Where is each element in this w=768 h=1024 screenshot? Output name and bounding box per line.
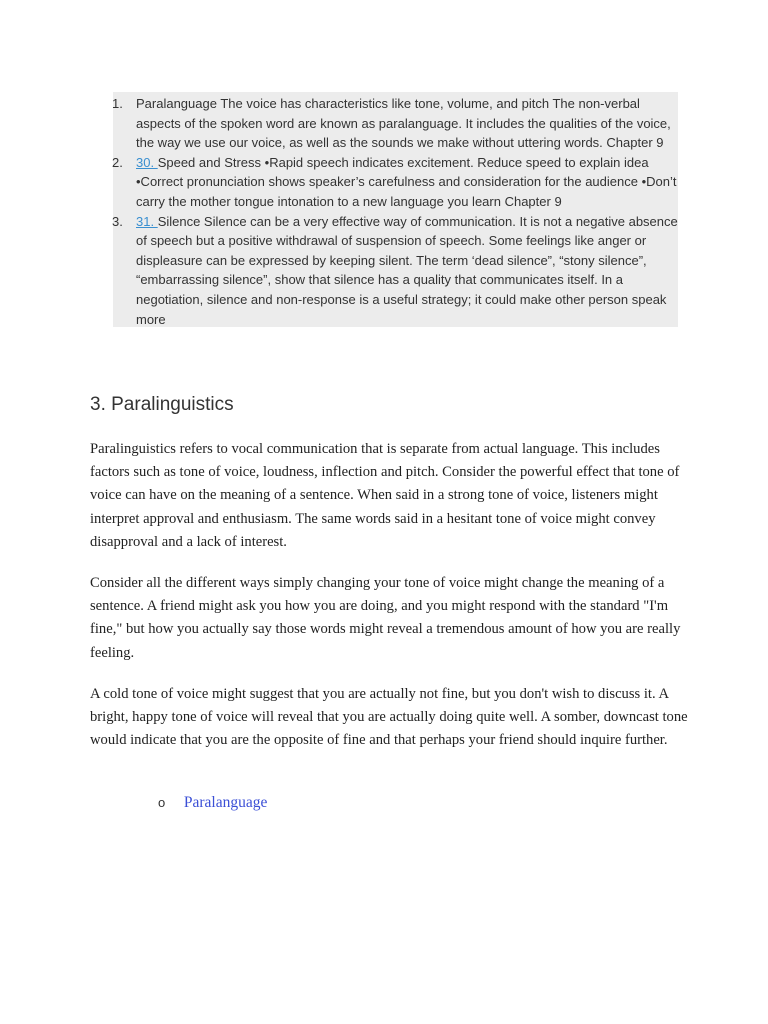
slide-30-link[interactable]: 30.	[136, 154, 158, 170]
paragraph-example: Consider all the different ways simply changing your tone of voice might change the meaning of a sentence. A friend might ask you how you are doing, and you might respond with the standard "I'm fine," but how you actually say those words might reveal a tremendous amount of how you are really feeling.	[90, 575, 681, 661]
list-item-number: 1.	[112, 96, 123, 111]
paralanguage-link[interactable]: Paralanguage	[183, 794, 268, 811]
list-item	[108, 94, 680, 153]
slide-31-link[interactable]: 31.	[136, 213, 158, 229]
list-item	[108, 153, 680, 212]
list-item	[108, 212, 680, 330]
bullet-marker: o	[158, 795, 166, 810]
sub-list-item	[158, 791, 267, 815]
paragraph-intro: Paralinguistics refers to vocal communication that is separate from actual language. This includes factors such as tone of voice, loudness, inflection and pitch. Consider the powerful effect that tone of voice can have on the meaning of a sentence. When said in a strong tone of voice, listeners might interpret approval and enthusiasm. The same words said in a hesitant tone of voice might convey disapproval and a lack of interest.	[90, 441, 680, 550]
section-heading: 3. Paralinguistics	[90, 394, 234, 415]
list-item-number: 3.	[112, 213, 123, 229]
paragraph-tone: A cold tone of voice might suggest that you are actually not fine, but you don't wish to discuss it. A bright, happy tone of voice will reveal that you are actually doing quite well. A somber, downcast tone would indicate that you are the opposite of fine and that perhaps your friend should inquire further.	[90, 686, 688, 749]
list-item-number: 2.	[112, 154, 123, 170]
numbered-list	[108, 94, 680, 329]
sub-list	[158, 791, 267, 815]
list-item-text: Silence Silence can be a very effective way of communication. It is not a negative absence of speech but a positive withdrawal of suspension of speech. Some feelings like anger or displeasure can be expressed by keeping silent. The term ‘dead silence”, “stony silence”, “embarrassing silence”, show that silence has a quality that communicates itself. In a negotiation, silence and non-response is a useful strategy; it could make other person speak more	[136, 213, 678, 327]
list-item-text: Speed and Stress •Rapid speech indicates excitement. Reduce speed to explain idea •Correct pronunciation shows speaker’s carefulness and consideration for the audience •Don’t carry the mother tongue intonation to a new language you learn Chapter 9	[136, 154, 677, 209]
list-item-text: Paralanguage The voice has characteristics like tone, volume, and pitch The non-verbal aspects of the spoken word are known as paralanguage. It includes the qualities of the voice, the way we use our voice, as well as the sounds we make without uttering words. Chapter 9	[136, 96, 671, 151]
